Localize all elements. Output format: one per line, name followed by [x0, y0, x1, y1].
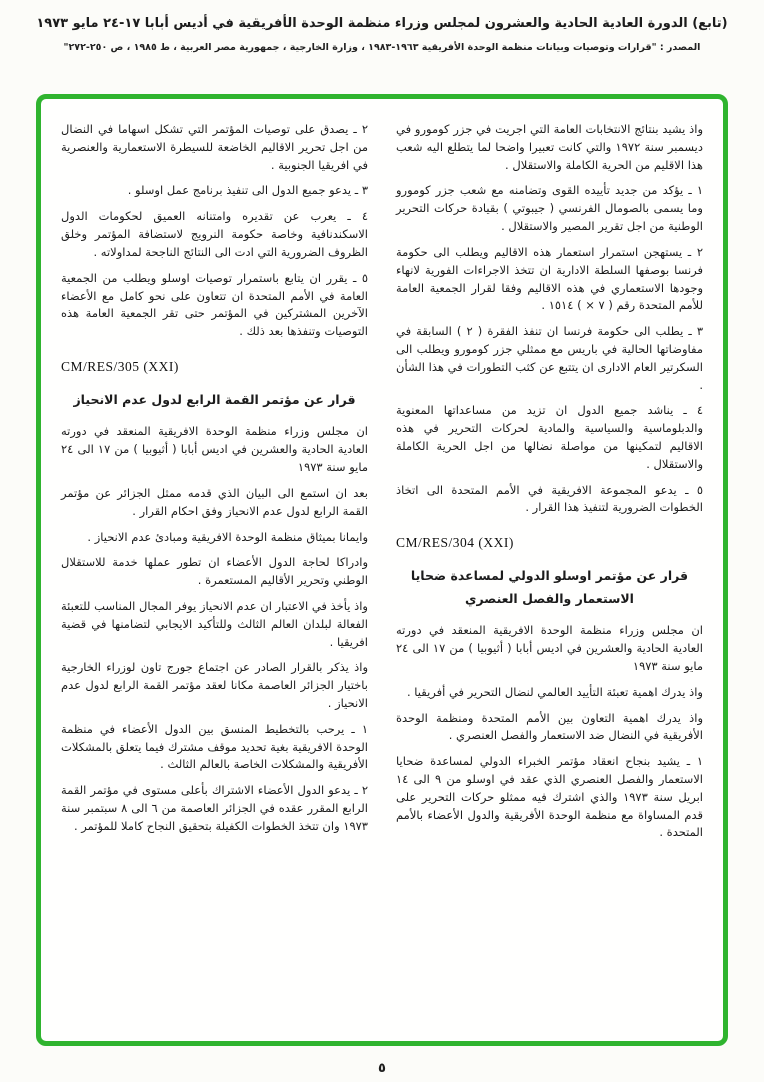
paragraph: بعد ان استمع الى البيان الذي قدمه ممثل الجزائر عن مؤتمر القمة الرابع لدول عدم الانحياز وفق احكام القرار .: [61, 485, 368, 518]
paragraph: ٢ ـ يستهجن استمرار استعمار هذه الاقاليم ويطلب الى حكومة فرنسا بوصفها السلطة الادارية ان تتخذ الاجراءات الفورية لانهاء وجودها الاستعماري في هذه الاقاليم وفقا لقرار الجمعية العامة للأمم المتحدة رقم ( ٧ × ) ١٥١٤ .: [396, 244, 703, 313]
paragraph: ١ ـ يؤكد من جديد تأييده القوى وتضامنه مع شعب جزر كومورو وما يسمى بالصومال الفرنسي ( جيبوتي ) بقيادة حركات التحرير الوطنية من اجل تقرير المصير والاستقلال .: [396, 183, 703, 234]
resolution-code: CM/RES/305 (XXI): [61, 358, 179, 374]
paragraph: ٢ ـ يصدق على توصيات المؤتمر التي تشكل اسهاما في النضال من اجل تحرير الاقاليم الخاضعة للسيطرة الاستعمارية والعنصرية في افريقيا الجنوبية .: [61, 122, 368, 172]
page-number: ٥: [378, 1061, 386, 1076]
paragraph: ٤ ـ يعرب عن تقديره وامتنانه العميق لحكومات الدول الاسكندنافية وخاصة حكومة النرويج لاستضافة المؤتمر وخلق الظروف الضرورية التي ادت الى النتائج الناجحة لمداولاته .: [61, 209, 368, 259]
paragraph: ان مجلس وزراء منظمة الوحدة الافريقية المنعقد في دورته العادية الحادية والعشرين في اديس أبابا ( أثيوبيا ) من ١٧ الى ٢٤ مايو سنة ١٩٧٣: [61, 424, 368, 475]
document-frame: [36, 94, 728, 1046]
page-header-source-line: المصدر : "قرارات وتوصيات وبيانات منظمة الوحدة الأفريقية ١٩٦٣-١٩٨٣ ، وزارة الخارجية ، جمهورية مصر العربية ، ط ١٩٨٥ ، ص ٢٥٠-٢٧٢": [63, 42, 701, 53]
paragraph: واذ يشيد بنتائج الانتخابات العامة التي اجريت في جزر كومورو في ديسمبر سنة ١٩٧٢ والتي كانت تعبيرا واضحا لما يتطلع اليه شعب هذا الاقليم من الحرية الكاملة والاستقلال .: [396, 122, 703, 172]
paragraph: ٥ ـ يقرر ان يتابع باستمرار توصيات اوسلو ويطلب من الجمعية العامة في الأمم المتحدة ان تتعاون على نحو كامل مع الأعضاء الآخرين المشتركين في المؤتمر حتى تقر الجمعية العامة هذه التوصيات وتنفذها بعد ذلك .: [61, 270, 368, 339]
page-header: [10, 16, 754, 53]
paragraph: واذ يدرك اهمية تعبئة التأييد العالمي لنضال التحرير في أفريقيا .: [406, 684, 703, 699]
page-header-title: (تابع) الدورة العادية الحادية والعشرون لمجلس وزراء منظمة الوحدة الأفريقية في أديس أبابا ١٧-٢٤ مايو ١٩٧٣: [36, 16, 728, 31]
column-left: [61, 121, 368, 1025]
resolution-code: CM/RES/304 (XXI): [396, 535, 514, 551]
paragraph: وادراكا لحاجة الدول الأعضاء ان تطور عملها خدمة للاستقلال الوطني وتحرير الأقاليم المستعمرة .: [61, 555, 368, 588]
paragraph: ٢ ـ يدعو الدول الأعضاء الاشتراك بأعلى مستوى في مؤتمر القمة الرابع المقرر عقده في الجزائر العاصمة من ٦ الى ٨ سبتمبر سنة ١٩٧٣ وان تتخذ الخطوات الكفيلة بتحقيق النجاح كاملا للمؤتمر .: [61, 783, 368, 833]
paragraph: ٣ ـ يطلب الى حكومة فرنسا ان تنفذ الفقرة ( ٢ ) السابقة في مفاوضاتها الحالية في باريس مع ممثلي جزر كومورو ويطلب الى السكرتير العام الادارى ان يتتبع عن كثب التطورات في هذا الشأن .: [396, 324, 703, 392]
column-right: [396, 121, 703, 1025]
paragraph: وايمانا بميثاق منظمة الوحدة الافريقية ومبادئ عدم الانحياز .: [87, 529, 368, 544]
two-column-layout: [61, 121, 703, 1025]
paragraph: ١ ـ يشيد بنجاح انعقاد مؤتمر الخبراء الدولي لمساعدة ضحايا الاستعمار والفصل العنصري الذي عقد في اوسلو من ٩ الى ١٤ ابريل سنة ١٩٧٣ والذي اشترك فيه ممثلو حركات التحرير على قدم المساواة مع منظمة الوحدة الأفريقية والدول الأعضاء بالأمم المتحدة .: [396, 754, 704, 840]
paragraph: ٥ ـ يدعو المجموعة الافريقية في الأمم المتحدة الى اتخاذ الخطوات الضرورية لتنفيذ هذا القرار .: [396, 482, 703, 515]
paragraph: ٤ ـ يناشد جميع الدول ان تزيد من مساعداتها المعنوية والدبلوماسية والسياسية والمادية لحركات التحرير في هذه الاقاليم لتمكينها من مواصلة نضالها من اجل الحرية الكاملة والاستقلال .: [396, 403, 703, 471]
resolution-title: قرار عن مؤتمر اوسلو الدولي لمساعدة ضحايا الاستعمار والفصل العنصري: [410, 568, 689, 606]
paragraph: واذ يذكر بالقرار الصادر عن اجتماع جورج تاون لوزراء الخارجية باختيار الجزائر العاصمة مكانا لعقد مؤتمر القمة الرابع لدول عدم الانحياز .: [61, 660, 368, 710]
paragraph: واذ يدرك اهمية التعاون بين الأمم المتحدة ومنظمة الوحدة الأفريقية في النضال ضد الاستعمار والفصل العنصري .: [396, 710, 703, 743]
paragraph: ان مجلس وزراء منظمة الوحدة الافريقية المنعقد في دورته العادية الحادية والعشرين في اديس أبابا ( أثيوبيا ) من ١٧ الى ٢٤ مايو سنة ١٩٧٣: [396, 623, 703, 673]
paragraph: واذ يأخذ في الاعتبار ان عدم الانحياز يوفر المجال المناسب للتعبئة الفعالة لبلدان العالم الثالث وللتأكيد الايجابي لتضامنها في قضية افريقيا .: [61, 598, 368, 649]
resolution-title: قرار عن مؤتمر القمة الرابع لدول عدم الانحياز: [73, 391, 356, 407]
paragraph: ٣ ـ يدعو جميع الدول الى تنفيذ برنامج عمل اوسلو .: [127, 183, 368, 198]
paragraph: ١ ـ يرحب بالتخطيط المنسق بين الدول الأعضاء في منظمة الوحدة الافريقية بغية تحديد موقف مشترك فيما يتعلق بالمشكلات الأفريقية والمشكلات الخاصة بالعالم الثالث .: [61, 721, 368, 772]
